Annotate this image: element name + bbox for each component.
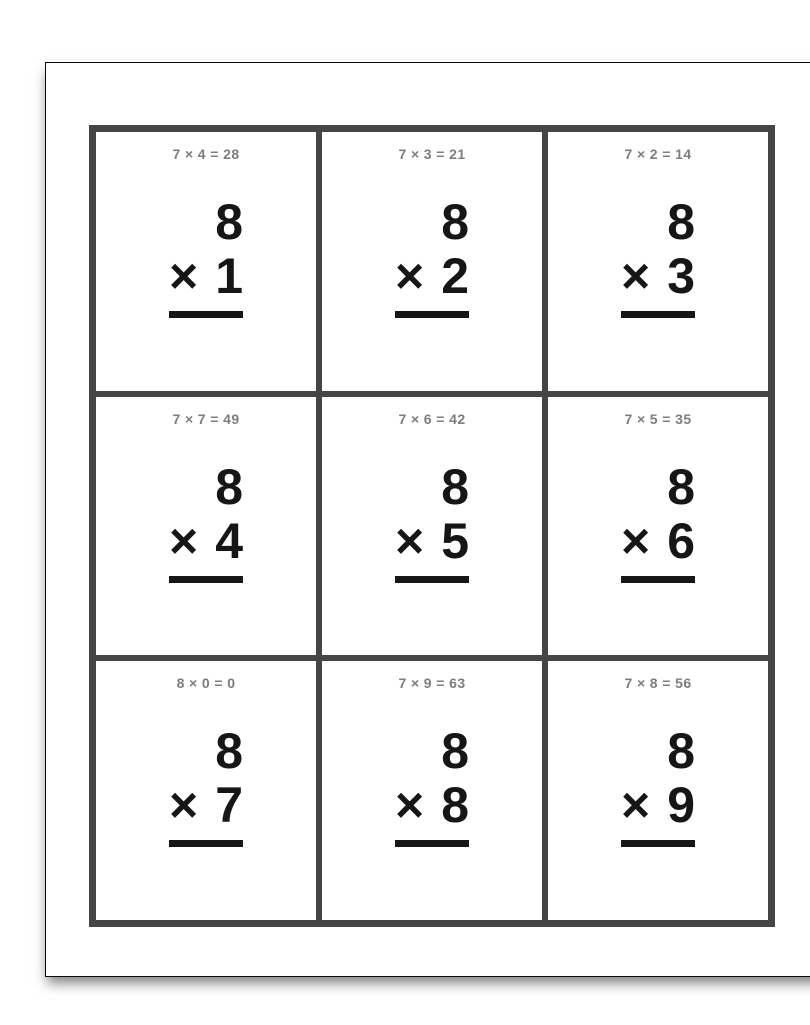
multiply-icon: × [169, 248, 199, 304]
flash-card-4 [96, 397, 316, 656]
multiplier-row [169, 249, 243, 303]
answer-hint: 7 × 4 = 28 [172, 146, 240, 162]
multiplier-row [395, 778, 469, 832]
answer-line [395, 311, 469, 318]
multiplication-problem [169, 195, 243, 318]
flash-card-8 [322, 661, 542, 920]
answer-line [621, 311, 695, 318]
answer-line [395, 576, 469, 583]
multiply-icon: × [395, 512, 425, 569]
multiplicand: 8 [215, 194, 243, 250]
multiply-icon: × [621, 248, 651, 304]
multiplier: 9 [667, 777, 695, 834]
flash-card-3 [548, 132, 768, 391]
multiplication-problem [621, 460, 695, 583]
multiplier-row [621, 778, 695, 832]
answer-hint: 7 × 5 = 35 [624, 410, 692, 427]
multiply-icon: × [169, 777, 199, 834]
answer-hint: 7 × 3 = 21 [398, 146, 466, 162]
multiplication-problem [621, 195, 695, 318]
multiplier: 6 [667, 512, 695, 569]
answer-hint: 7 × 8 = 56 [624, 675, 692, 692]
flash-card-2 [322, 132, 542, 391]
answer-line [169, 840, 243, 847]
multiplier: 8 [441, 777, 469, 834]
multiplier-row [395, 514, 469, 568]
flash-card-grid [89, 125, 775, 927]
multiplicand: 8 [441, 723, 469, 780]
multiplicand: 8 [667, 723, 695, 780]
flash-card-7 [96, 661, 316, 920]
worksheet-page [45, 62, 810, 977]
multiply-icon: × [395, 248, 425, 304]
flash-card-6 [548, 397, 768, 656]
multiplication-problem [395, 460, 469, 583]
multiplication-problem [169, 460, 243, 583]
multiplier: 2 [441, 248, 469, 304]
multiplier-row [395, 249, 469, 303]
answer-hint: 7 × 6 = 42 [398, 410, 466, 427]
answer-hint: 8 × 0 = 0 [176, 675, 236, 692]
answer-line [169, 576, 243, 583]
answer-hint: 7 × 7 = 49 [172, 410, 240, 427]
multiplier-row [621, 514, 695, 568]
flash-card-5 [322, 397, 542, 656]
multiplier-row [169, 778, 243, 832]
answer-hint: 7 × 9 = 63 [398, 675, 466, 692]
multiplicand: 8 [441, 194, 469, 250]
multiplier: 5 [441, 512, 469, 569]
flash-card-9 [548, 661, 768, 920]
multiplication-problem [395, 724, 469, 847]
multiplier: 3 [667, 248, 695, 304]
multiplication-problem [621, 724, 695, 847]
answer-line [169, 311, 243, 318]
multiplier: 4 [215, 512, 243, 569]
answer-line [621, 576, 695, 583]
multiplier: 1 [215, 248, 243, 304]
multiply-icon: × [621, 777, 651, 834]
multiplicand: 8 [215, 723, 243, 780]
multiplicand: 8 [667, 194, 695, 250]
multiplication-problem [169, 724, 243, 847]
multiplicand: 8 [441, 458, 469, 515]
multiplicand: 8 [667, 458, 695, 515]
answer-line [621, 840, 695, 847]
multiplication-problem [395, 195, 469, 318]
multiplier-row [621, 249, 695, 303]
answer-line [395, 840, 469, 847]
multiplier: 7 [215, 777, 243, 834]
multiply-icon: × [395, 777, 425, 834]
multiply-icon: × [621, 512, 651, 569]
multiply-icon: × [169, 512, 199, 569]
answer-hint: 7 × 2 = 14 [624, 146, 692, 162]
multiplier-row [169, 514, 243, 568]
multiplicand: 8 [215, 458, 243, 515]
flash-card-1 [96, 132, 316, 391]
